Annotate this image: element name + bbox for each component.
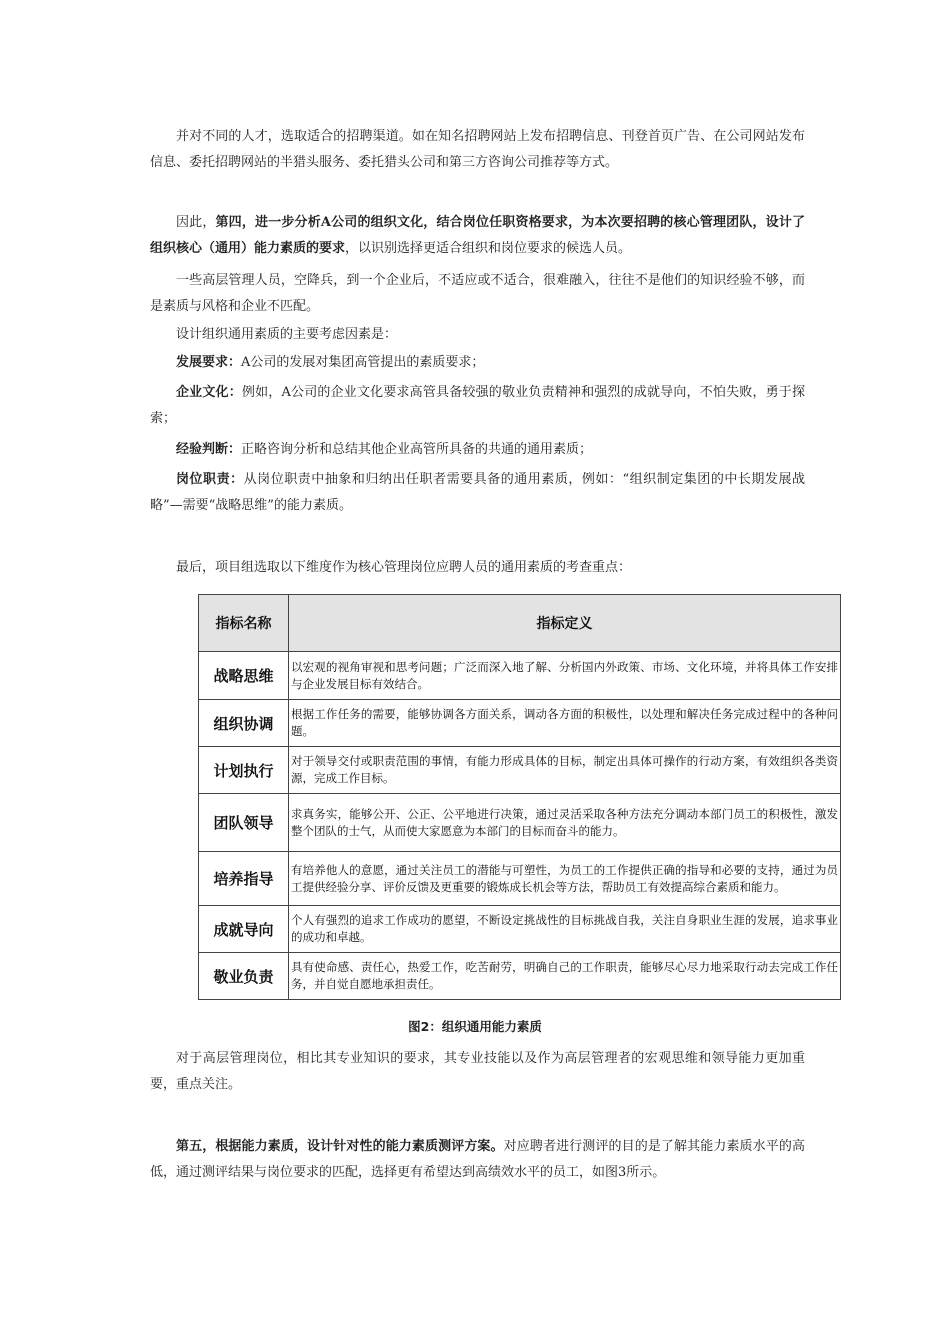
table-row [199,794,841,852]
paragraph-step-four [150,210,805,262]
factor-development-requirement [150,350,805,376]
factor-corporate-culture [150,380,805,432]
paragraph-factors-intro: 设计组织通用素质的主要考虑因素是： [176,327,398,342]
paragraph-senior-focus: 对于高层管理岗位，相比其专业知识的要求，其专业技能以及作为高层管理者的宏观思维和领导能力更加重要，重点关注。 [150,1051,805,1092]
paragraph-step-four-lead: 因此， [176,215,216,230]
factor-label: 岗位职责： [176,472,244,487]
indicator-name: 团队领导 [199,794,289,852]
table-header-row [199,595,841,652]
factor-label: 经验判断： [176,442,242,457]
paragraph-step-five-bold: 第五，根据能力素质，设计针对性的能力素质测评方案。 [176,1139,504,1154]
indicator-name: 成就导向 [199,906,289,953]
indicator-name: 培养指导 [199,852,289,906]
indicator-definition: 根据工作任务的需要，能够协调各方面关系，调动各方面的积极性，以处理和解决任务完成过程中的各种问题。 [289,700,841,747]
factor-label: 发展要求： [176,355,242,370]
table-row [199,747,841,794]
indicator-definition: 具有使命感、责任心，热爱工作，吃苦耐劳，明确自己的工作职责，能够尽心尽力地采取行动去完成工作任务，并自觉自愿地承担责任。 [289,953,841,1000]
indicator-definition: 有培养他人的意愿，通过关注员工的潜能与可塑性，为员工的工作提供正确的指导和必要的支持，通过为员工提供经验分享、评价反馈及更重要的锻炼成长机会等方法，帮助员工有效提高综合素质和能力。 [289,852,841,906]
table-row [199,852,841,906]
indicator-definition: 对于领导交付或职责范围的事情，有能力形成具体的目标，制定出具体可操作的行动方案，有效组织各类资源，完成工作目标。 [289,747,841,794]
factor-label: 企业文化： [176,385,242,400]
indicator-name: 组织协调 [199,700,289,747]
indicator-definition: 个人有强烈的追求工作成功的愿望，不断设定挑战性的目标挑战自我，关注自身职业生涯的发展，追求事业的成功和卓越。 [289,906,841,953]
indicator-definition: 以宏观的视角审视和思考问题；广泛而深入地了解、分析国内外政策、市场、文化环境，并将具体工作安排与企业发展目标有效结合。 [289,652,841,700]
indicator-definition: 求真务实，能够公开、公正、公平地进行决策，通过灵活采取各种方法充分调动本部门员工的积极性，激发整个团队的士气，从而使大家愿意为本部门的目标而奋斗的能力。 [289,794,841,852]
table-row [199,953,841,1000]
paragraph-recruitment-channels: 并对不同的人才，选取适合的招聘渠道。如在知名招聘网站上发布招聘信息、刊登首页广告、在公司网站发布信息、委托招聘网站的半猎头服务、委托猎头公司和第三方咨询公司推荐等方式。 [150,129,805,170]
factor-job-responsibility [150,467,805,519]
factor-text: 正略咨询分析和总结其他企业高管所具备的共通的通用素质； [241,442,593,457]
paragraph-step-five [150,1134,805,1186]
paragraph-step-four-bold: 第四，进一步分析A公司的组织文化，结合岗位任职资格要求，为本次要招聘的核心管理团队，设计了组织核心（通用）能力素质的要求 [150,215,805,256]
paragraph-executive-fit: 一些高层管理人员，空降兵，到一个企业后，不适应或不适合，很难融入，往往不是他们的知识经验不够，而是素质与风格和企业不匹配。 [150,273,805,314]
header-indicator-name: 指标名称 [199,595,289,652]
factor-text: A公司的发展对集团高管提出的素质要求； [241,355,485,370]
paragraph-step-five-text: 对应聘者进行测评的目的是了解其能力素质水平的高低，通过测评结果与岗位要求的匹配，选择更有希望达到高绩效水平的员工，如图3所示。 [150,1139,805,1180]
header-indicator-definition: 指标定义 [289,595,841,652]
table-row [199,700,841,747]
factor-text: 例如，A公司的企业文化要求高管具备较强的敬业负责精神和强烈的成就导向，不怕失败，勇于探索； [150,385,805,426]
indicator-name: 计划执行 [199,747,289,794]
factor-text: 从岗位职责中抽象和归纳出任职者需要具备的通用素质，例如：“组织制定集团的中长期发展战略”—需要“战略思维”的能力素质。 [150,472,805,513]
competency-table [198,594,841,1000]
indicator-name: 战略思维 [199,652,289,700]
factor-experience-judgment [150,437,805,463]
table-row [199,906,841,953]
paragraph-step-four-tail: ，以识别选择更适合组织和岗位要求的候选人员。 [345,241,632,256]
table-row [199,652,841,700]
paragraph-dimensions-intro: 最后，项目组选取以下维度作为核心管理岗位应聘人员的通用素质的考查重点： [176,560,632,575]
indicator-name: 敬业负责 [199,953,289,1000]
figure-caption: 图2：组织通用能力素质 [408,1019,542,1034]
